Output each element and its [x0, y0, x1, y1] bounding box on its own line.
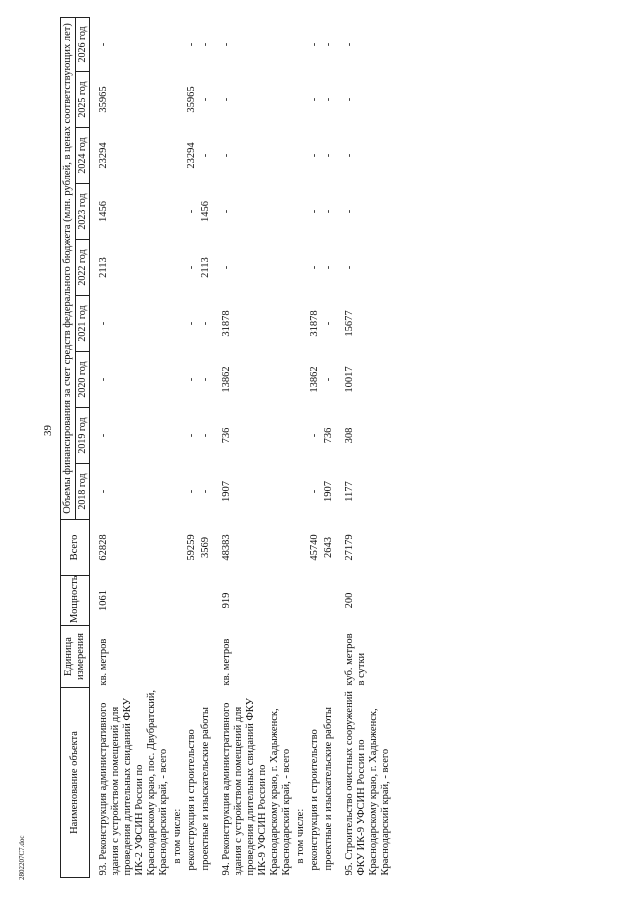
header-name: Наименование объекта: [61, 688, 90, 878]
cell-year-value: -: [309, 97, 320, 102]
cell-capacity: [199, 576, 213, 626]
cell-year-value: -: [344, 153, 355, 158]
cell-object-name: реконструкция и строительство: [186, 729, 197, 871]
cell-unit: [322, 626, 336, 688]
cell-year-value: 13862: [221, 366, 232, 393]
cell-year-value: [171, 184, 185, 240]
cell-year-value: -: [186, 489, 197, 494]
cell-object-name: 94. Реконструкция административного здания с устройством помещений для проведения длительных свиданий ФКУ ИК-9 УФСИН России по Краснодарскому краю, г. Хадыженск, Краснодарский край, - всего: [221, 697, 292, 876]
cell-year-value: 1907: [221, 481, 232, 502]
cell-object-name: проектные и изыскательские работы: [200, 707, 211, 871]
cell-capacity: 1061: [98, 590, 109, 611]
cell-year-value: -: [309, 153, 320, 158]
cell-year-value: 308: [344, 427, 355, 444]
cell-unit: кв. метров: [221, 638, 232, 686]
cell-capacity: 919: [221, 592, 232, 609]
cell-year-value: [171, 464, 185, 520]
cell-year-value: [171, 128, 185, 184]
cell-year-value: -: [221, 42, 232, 47]
cell-year-value: -: [200, 489, 211, 494]
cell-year-value: -: [323, 321, 334, 326]
cell-year-value: [294, 72, 308, 128]
cell-year-value: -: [344, 209, 355, 214]
cell-unit: куб. метров в сутки: [344, 633, 367, 686]
cell-year-value: -: [221, 153, 232, 158]
cell-total: [294, 520, 308, 576]
cell-year-value: -: [309, 489, 320, 494]
cell-year-value: [294, 128, 308, 184]
cell-year-value: [171, 17, 185, 71]
table-row: [294, 17, 308, 877]
cell-year-value: 1456: [200, 201, 211, 222]
cell-year-value: -: [186, 321, 197, 326]
table-row: [185, 17, 199, 877]
cell-year-value: [294, 408, 308, 464]
cell-year-value: [294, 184, 308, 240]
header-year: 2018 год: [76, 464, 90, 520]
footer-code: 2802207С7.doc: [18, 835, 26, 880]
cell-year-value: -: [98, 433, 109, 438]
cell-year-value: 1907: [323, 481, 334, 502]
cell-object-name: реконструкция и строительство: [309, 729, 320, 871]
header-year: 2024 год: [76, 128, 90, 184]
cell-year-value: 15677: [344, 310, 355, 337]
cell-year-value: [171, 72, 185, 128]
funding-table: [60, 17, 393, 878]
cell-year-value: -: [186, 377, 197, 382]
cell-capacity: [294, 576, 308, 626]
cell-year-value: [171, 296, 185, 352]
cell-year-value: -: [309, 209, 320, 214]
cell-year-value: -: [221, 209, 232, 214]
table-row: [308, 17, 322, 877]
cell-total: 3569: [200, 537, 211, 558]
header-year: 2023 год: [76, 184, 90, 240]
cell-year-value: -: [344, 265, 355, 270]
cell-year-value: [171, 352, 185, 408]
cell-year-value: [294, 352, 308, 408]
cell-year-value: 736: [323, 427, 334, 444]
cell-unit: [294, 626, 308, 688]
header-year: 2019 год: [76, 408, 90, 464]
cell-total: [171, 520, 185, 576]
cell-year-value: [171, 408, 185, 464]
page-number: 39: [42, 425, 54, 436]
header-total: Всего: [61, 520, 90, 576]
cell-year-value: 2113: [98, 257, 109, 278]
cell-year-value: -: [200, 377, 211, 382]
cell-year-value: [294, 464, 308, 520]
cell-year-value: -: [221, 265, 232, 270]
cell-year-value: -: [323, 265, 334, 270]
cell-year-value: -: [200, 97, 211, 102]
cell-year-value: -: [323, 377, 334, 382]
cell-capacity: [171, 576, 185, 626]
cell-year-value: -: [309, 42, 320, 47]
cell-year-value: -: [344, 97, 355, 102]
cell-unit: [199, 626, 213, 688]
table-row: [213, 17, 294, 877]
cell-year-value: -: [200, 433, 211, 438]
header-year: 2025 год: [76, 72, 90, 128]
cell-year-value: 31878: [309, 310, 320, 337]
header-capacity: Мощность: [61, 576, 90, 626]
cell-year-value: 35965: [98, 86, 109, 113]
header-year: 2022 год: [76, 240, 90, 296]
cell-capacity: [308, 576, 322, 626]
table-row: [336, 17, 393, 877]
cell-year-value: 736: [221, 427, 232, 444]
cell-year-value: [294, 296, 308, 352]
table-body: [90, 17, 394, 877]
cell-total: 45740: [309, 534, 320, 561]
header-funding: Объемы финансирования за счет средств федерального бюджета (млн. рублей, в ценах соответствующих лет): [61, 17, 76, 519]
cell-year-value: -: [186, 209, 197, 214]
cell-object-name: 95. Строительство очистных сооружений ФКУ ИК-9 УФСИН России по Краснодарскому краю, г. Хадыженск, Краснодарский край, - всего: [344, 691, 391, 876]
cell-year-value: -: [200, 153, 211, 158]
cell-year-value: [171, 240, 185, 296]
cell-year-value: [294, 17, 308, 71]
cell-year-value: -: [98, 321, 109, 326]
cell-year-value: -: [186, 42, 197, 47]
cell-year-value: -: [323, 42, 334, 47]
cell-year-value: -: [200, 42, 211, 47]
cell-year-value: -: [309, 265, 320, 270]
cell-year-value: 23294: [98, 142, 109, 169]
table-row: [199, 17, 213, 877]
cell-year-value: 13862: [309, 366, 320, 393]
cell-year-value: [294, 240, 308, 296]
cell-total: 59259: [186, 534, 197, 561]
cell-year-value: 1177: [344, 481, 355, 502]
table-row: [322, 17, 336, 877]
header-year: 2021 год: [76, 296, 90, 352]
cell-year-value: -: [98, 489, 109, 494]
cell-total: 48383: [221, 534, 232, 561]
rotated-table-container: [60, 18, 640, 878]
header-unit: Единица измерения: [61, 626, 90, 688]
header-row-1: [61, 17, 76, 877]
table-row: [171, 17, 185, 877]
cell-year-value: -: [344, 42, 355, 47]
cell-year-value: 1456: [98, 201, 109, 222]
cell-year-value: -: [323, 97, 334, 102]
table-row: [90, 17, 172, 877]
cell-total: 27179: [344, 534, 355, 561]
cell-unit: [171, 626, 185, 688]
cell-total: 2643: [323, 537, 334, 558]
cell-object-name: в том числе:: [172, 808, 183, 864]
header-year: 2026 год: [76, 17, 90, 71]
cell-year-value: 2113: [200, 257, 211, 278]
cell-total: 62828: [98, 534, 109, 561]
cell-capacity: [322, 576, 336, 626]
cell-year-value: 31878: [221, 310, 232, 337]
cell-year-value: -: [323, 153, 334, 158]
cell-year-value: -: [186, 433, 197, 438]
cell-unit: [308, 626, 322, 688]
cell-year-value: -: [309, 433, 320, 438]
cell-object-name: 93. Реконструкция административного здания с устройством помещений для проведения длительных свиданий ФКУ ИК-2 УФСИН России по Краснодарскому краю, пос. Двубратский, Краснодарский край, - всего: [98, 689, 169, 876]
cell-year-value: -: [186, 265, 197, 270]
cell-year-value: -: [98, 42, 109, 47]
header-year: 2020 год: [76, 352, 90, 408]
cell-year-value: 23294: [186, 142, 197, 169]
cell-year-value: -: [221, 97, 232, 102]
cell-object-name: в том числе:: [295, 808, 306, 864]
cell-object-name: проектные и изыскательские работы: [323, 707, 334, 871]
cell-year-value: -: [323, 209, 334, 214]
cell-capacity: 200: [344, 592, 355, 609]
cell-year-value: -: [200, 321, 211, 326]
cell-capacity: [185, 576, 199, 626]
cell-year-value: 35965: [186, 86, 197, 113]
cell-unit: кв. метров: [98, 638, 109, 686]
cell-year-value: -: [98, 377, 109, 382]
cell-year-value: 10017: [344, 366, 355, 393]
cell-unit: [185, 626, 199, 688]
